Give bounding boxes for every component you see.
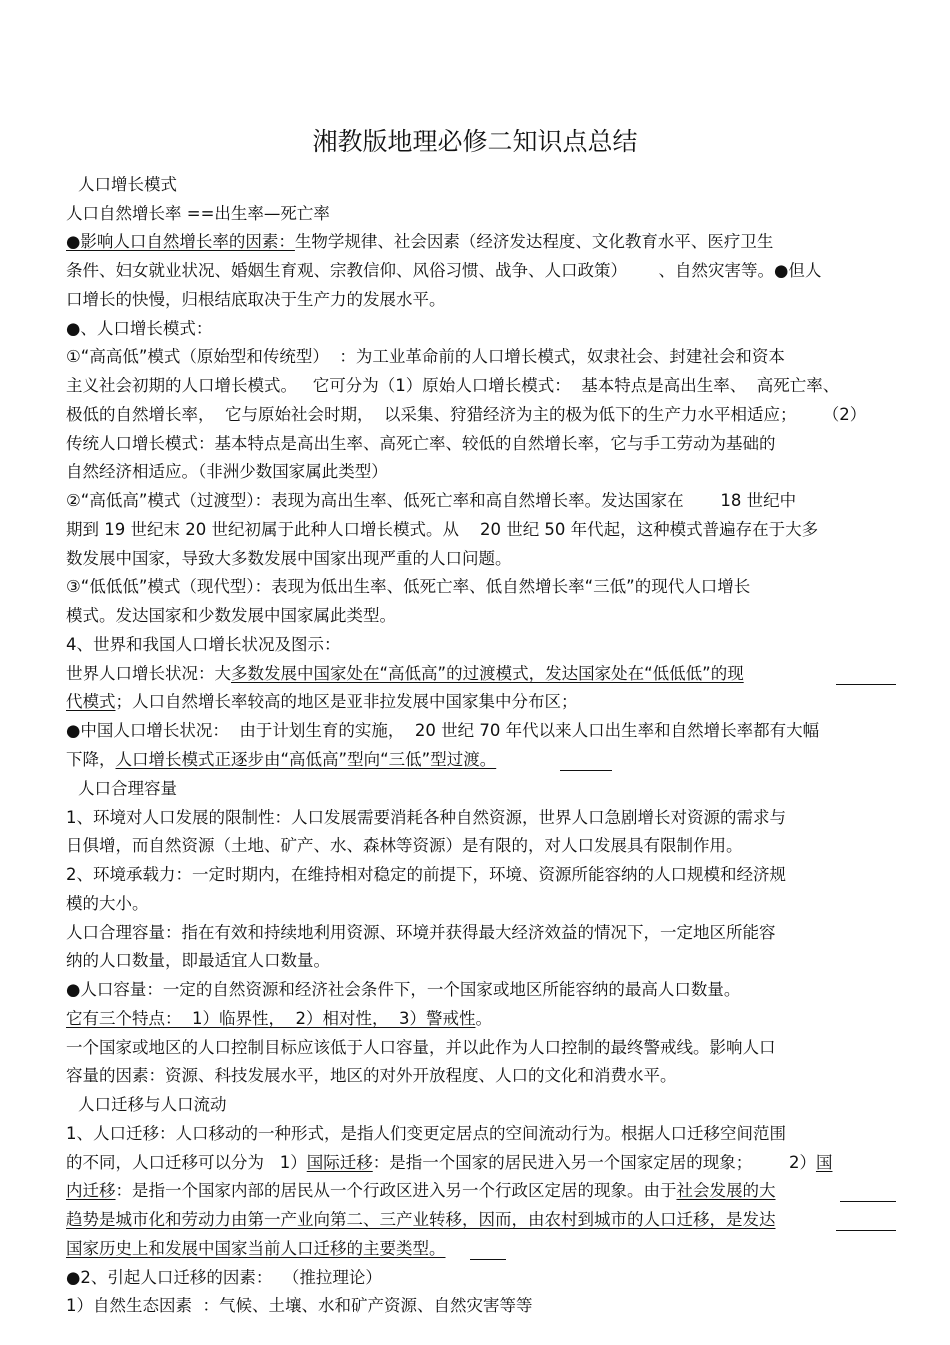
text-line: 纳的人口数量，即最适宜人口数量。 — [66, 951, 330, 970]
text-line — [66, 750, 496, 770]
text-line: 1）自然生态因素 ：气候、土壤、水和矿产资源、自然灾害等等 — [66, 1296, 533, 1315]
underlined-phrase: 人口增长模式正逐步由“高低高”型向“三低”型过渡。 — [115, 750, 497, 769]
text-line: ●中国人口增长状况： 由于计划生育的实施， 20 世纪 70 年代以来人口出生率和自然增长率都有大幅 — [66, 721, 820, 740]
underline-rule — [560, 770, 612, 771]
text-line: 主义社会初期的人口增长模式。 它可分为（1）原始人口增长模式： 基本特点是高出生率、 高死亡率、 — [66, 376, 840, 395]
text-line: 一个国家或地区的人口控制目标应该低于人口容量，并以此作为人口控制的最终警戒线。影响人口 — [66, 1038, 776, 1057]
text-segment: 世界人口增长状况：大 — [66, 664, 231, 683]
text-line: ●、人口增长模式： — [66, 319, 213, 338]
text-segment: ：是指一个国家内部的居民从一个行政区进入另一个行政区定居的现象。由于 — [115, 1181, 677, 1200]
text-line: 4、世界和我国人口增长状况及图示： — [66, 635, 341, 654]
text-line: 人口自然增长率 ==出生率—死亡率 — [66, 204, 330, 223]
underlined-phrase: 国 — [815, 1153, 833, 1172]
text-line: ●人口容量：一定的自然资源和经济社会条件下，一个国家或地区所能容纳的最高人口数量。 — [66, 980, 741, 999]
text-line: 容量的因素：资源、科技发展水平，地区的对外开放程度、人口的文化和消费水平。 — [66, 1066, 677, 1085]
text-line — [66, 1181, 776, 1201]
text-line: ③“低低低”模式（现代型）：表现为低出生率、低死亡率、低自然增长率“三低”的现代人口增长 — [66, 577, 751, 596]
section-heading-migration: 人口迁移与人口流动 — [78, 1095, 227, 1114]
text-line: 数发展中国家，导致大多数发展中国家出现严重的人口问题。 — [66, 549, 512, 568]
text-line: 期到 19 世纪末 20 世纪初属于此种人口增长模式。从 20 世纪 50 年代起，这种模式普遍存在于大多 — [66, 520, 819, 539]
text-line: ②“高低高”模式（过渡型）：表现为高出生率、低死亡率和高自然增长率。发达国家在 18 世纪中 — [66, 491, 797, 510]
underlined-phrase: 它有三个特点： 1）临界性， 2）相对性， 3）警戒性 — [66, 1009, 476, 1028]
text-line: ①“高高低”模式（原始型和传统型） ：为工业革命前的人口增长模式，奴隶社会、封建社会和资本 — [66, 347, 785, 366]
underline-rule — [836, 684, 896, 685]
text-segment: 生物学规律、社会因素（经济发达程度、文化教育水平、医疗卫生 — [294, 232, 774, 251]
underlined-phrase: 趋势是城市化和劳动力由第一产业向第二、三产业转移，因而，由农村到城市的人口迁移，是发达 — [66, 1210, 776, 1229]
underlined-phrase: 多数发展中国家处在“高低高”的过渡模式，发达国家处在“低低低”的现 — [231, 664, 744, 683]
text-line — [66, 232, 773, 252]
text-line: 人口合理容量：指在有效和持续地利用资源、环境并获得最大经济效益的情况下，一定地区所能容 — [66, 923, 776, 942]
text-segment: 下降， — [66, 750, 116, 769]
underline-rule — [836, 1230, 896, 1231]
underline-rule — [470, 1259, 506, 1260]
text-line — [66, 1239, 446, 1259]
text-segment: ：是指一个国家的居民进入另一个国家定居的现象； 2） — [372, 1153, 816, 1172]
text-line: 2、环境承载力：一定时期内，在维持相对稳定的前提下，环境、资源所能容纳的人口规模和经济规 — [66, 865, 786, 884]
text-line: 传统人口增长模式：基本特点是高出生率、高死亡率、较低的自然增长率，它与手工劳动为基础的 — [66, 434, 776, 453]
underlined-phrase: ●影响人口自然增长率的因素： — [66, 232, 295, 251]
underlined-phrase: 社会发展的大 — [676, 1181, 776, 1200]
text-segment: 的不同，人口迁移可以分为 1） — [66, 1153, 307, 1172]
underlined-phrase: 内迁移 — [66, 1181, 116, 1200]
text-line: 日俱增，而自然资源（土地、矿产、水、森林等资源）是有限的，对人口发展具有限制作用。 — [66, 836, 743, 855]
text-line: 1、环境对人口发展的限制性：人口发展需要消耗各种自然资源，世界人口急剧增长对资源的需求与 — [66, 808, 786, 827]
text-line — [66, 692, 578, 712]
text-line: 口增长的快慢，归根结底取决于生产力的发展水平。 — [66, 290, 446, 309]
text-segment: ；人口自然增长率较高的地区是亚非拉发展中国家集中分布区； — [115, 692, 578, 711]
text-line — [66, 664, 744, 684]
section-heading-reasonable-capacity: 人口合理容量 — [78, 779, 177, 798]
text-line: 极低的自然增长率， 它与原始社会时期， 以采集、狩猎经济为主的极为低下的生产力水平相适应； （2） — [66, 405, 867, 424]
underlined-phrase: 代模式 — [66, 692, 116, 711]
text-segment: 。 — [475, 1009, 492, 1028]
underlined-phrase: 国际迁移 — [306, 1153, 373, 1172]
text-line: 1、人口迁移：人口移动的一种形式，是指人们变更定居点的空间流动行为。根据人口迁移空间范围 — [66, 1124, 786, 1143]
text-line — [66, 1009, 492, 1029]
text-line: 模式。发达国家和少数发展中国家属此类型。 — [66, 606, 396, 625]
section-heading-population-growth: 人口增长模式 — [78, 175, 177, 194]
text-line — [66, 1210, 776, 1230]
underline-rule — [840, 1201, 896, 1202]
underlined-phrase: 国家历史上和发展中国家当前人口迁移的主要类型。 — [66, 1239, 446, 1258]
page-title: 湘教版地理必修二知识点总结 — [312, 127, 638, 156]
text-line: 自然经济相适应。（非洲少数国家属此类型） — [66, 462, 388, 481]
text-line — [66, 1153, 832, 1173]
text-line: 模的大小。 — [66, 894, 149, 913]
text-line: ●2、引起人口迁移的因素： （推拉理论） — [66, 1268, 382, 1287]
text-line: 条件、妇女就业状况、婚姻生育观、宗教信仰、风俗习惯、战争、人口政策） 、自然灾害等。●但人 — [66, 261, 822, 280]
